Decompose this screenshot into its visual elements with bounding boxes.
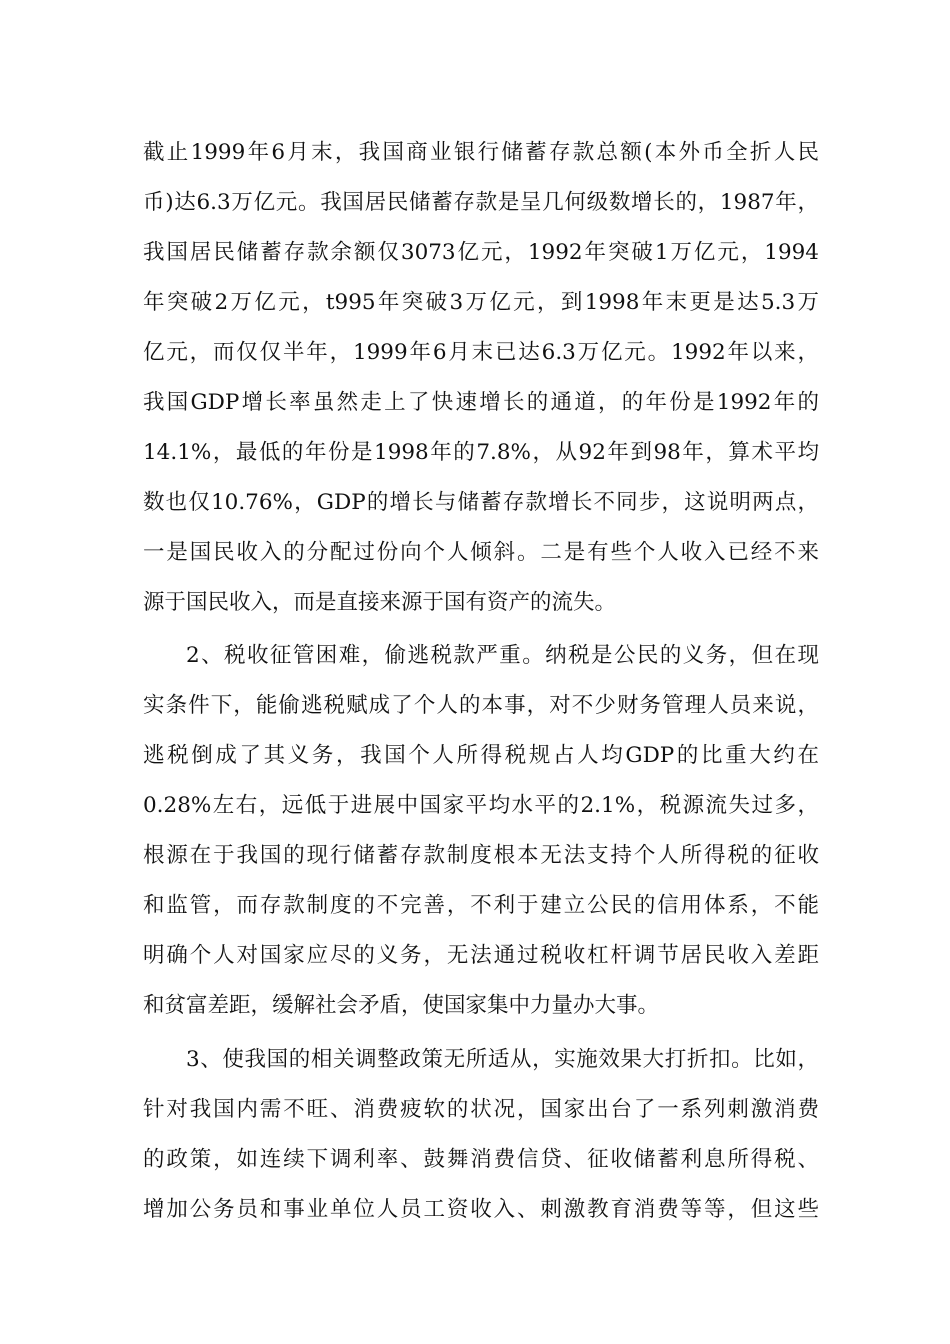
text-line: 源于国民收入，而是直接来源于国有资产的流失。: [143, 590, 617, 615]
text-line: 和监管，而存款制度的不完善，不利于建立公民的信用体系，不能: [143, 893, 819, 918]
text-line: 一是国民收入的分配过份向个人倾斜。二是有些个人收入已经不来: [143, 540, 819, 565]
text-line: 实条件下，能偷逃税赋成了个人的本事，对不少财务管理人员来说，: [143, 693, 819, 718]
text-line: 明确个人对国家应尽的义务，无法通过税收杠杆调节居民收入差距: [143, 943, 819, 968]
text-line: 根源在于我国的现行储蓄存款制度根本无法支持个人所得税的征收: [143, 843, 819, 868]
paragraph-2: [143, 631, 819, 1031]
text-line: 0.28%左右，远低于进展中国家平均水平的2.1%，税源流失过多，: [143, 793, 819, 818]
text-line: 币)达6.3万亿元。我国居民储蓄存款是呈几何级数增长的，1987年，: [143, 190, 819, 215]
text-line: 年突破2万亿元，t995年突破3万亿元，到1998年末更是达5.3万: [143, 290, 819, 315]
text-line: 2、税收征管困难，偷逃税款严重。纳税是公民的义务，但在现: [186, 643, 819, 668]
text-line: 截止1999年6月末，我国商业银行储蓄存款总额(本外币全折人民: [143, 140, 819, 165]
document-body: [143, 128, 819, 1235]
text-line: 的政策，如连续下调利率、鼓舞消费信贷、征收储蓄利息所得税、: [143, 1147, 819, 1172]
text-line: 我国居民储蓄存款余额仅3073亿元，1992年突破1万亿元，1994: [143, 240, 819, 265]
text-line: 针对我国内需不旺、消费疲软的状况，国家出台了一系列刺激消费: [143, 1097, 819, 1122]
text-line: 逃税倒成了其义务，我国个人所得税规占人均GDP的比重大约在: [143, 743, 819, 768]
paragraph-3: [143, 1035, 819, 1235]
text-line: 和贫富差距，缓解社会矛盾，使国家集中力量办大事。: [143, 993, 660, 1018]
text-line: 我国GDP增长率虽然走上了快速增长的通道，的年份是1992年的: [143, 390, 819, 415]
text-line: 增加公务员和事业单位人员工资收入、刺激教育消费等等，但这些: [143, 1197, 819, 1222]
text-line: 3、使我国的相关调整政策无所适从，实施效果大打折扣。比如，: [186, 1047, 819, 1072]
text-line: 亿元，而仅仅半年，1999年6月末已达6.3万亿元。1992年以来，: [143, 340, 819, 365]
text-line: 14.1%，最低的年份是1998年的7.8%，从92年到98年，算术平均: [143, 440, 819, 465]
text-line: 数也仅10.76%，GDP的增长与储蓄存款增长不同步，这说明两点，: [143, 490, 819, 515]
paragraph-1: [143, 128, 819, 628]
